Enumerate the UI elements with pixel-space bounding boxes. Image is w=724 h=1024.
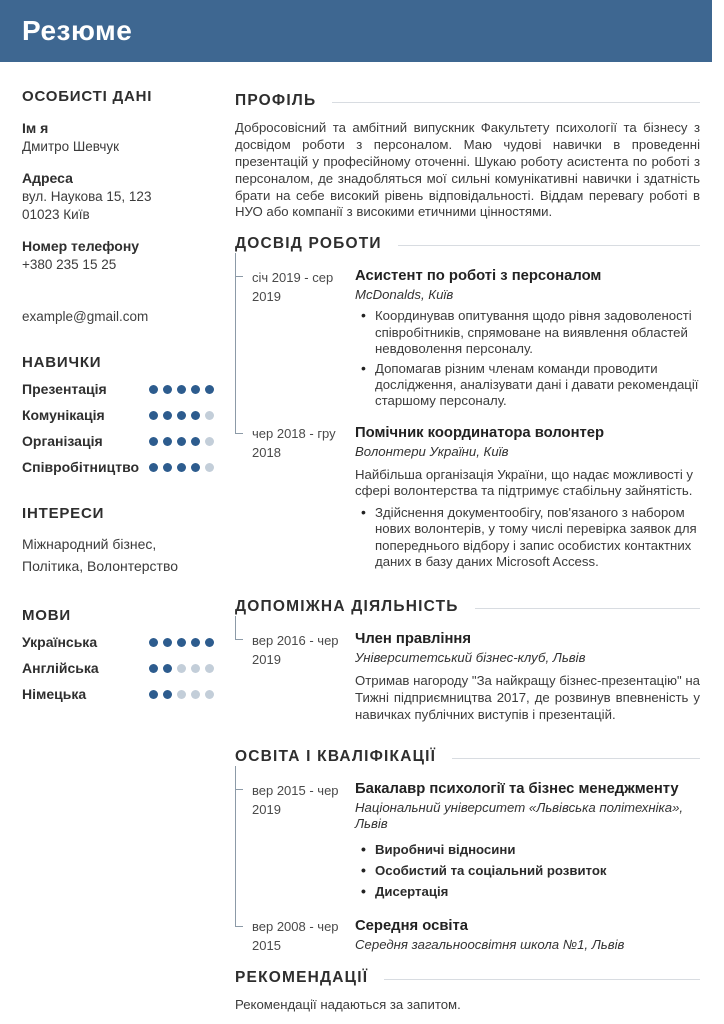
bullet-item: • Здійснення документообігу, пов'язаного з набором нових волонтерів, у тому числі перевірка заявок для попереднього відбору і запис особистих контактних даних в базу даних Microsoft Access. bbox=[355, 505, 700, 570]
field-value: +380 235 15 25 bbox=[22, 256, 117, 272]
rating-dot bbox=[149, 411, 158, 420]
section-divider-line bbox=[475, 608, 700, 609]
section-divider-line bbox=[398, 245, 700, 246]
languages-list bbox=[22, 634, 214, 702]
bullet-item: • Виробничі відносини bbox=[355, 842, 700, 858]
rating-dot bbox=[163, 463, 172, 472]
entry-title: Член правління bbox=[355, 631, 472, 648]
section-references bbox=[235, 969, 700, 1014]
section-experience bbox=[235, 235, 700, 584]
rating-dot bbox=[191, 385, 200, 394]
main-content bbox=[235, 62, 700, 1014]
personal-field bbox=[22, 238, 214, 273]
rating-dot bbox=[163, 638, 172, 647]
entry-bullet-list bbox=[355, 308, 700, 409]
section-profile bbox=[235, 92, 700, 221]
rating-dots bbox=[144, 437, 214, 446]
field-label: Ім я bbox=[22, 120, 49, 136]
rating-dot bbox=[191, 690, 200, 699]
timeline-connector bbox=[235, 424, 252, 585]
rating-dot bbox=[177, 437, 186, 446]
rating-dot bbox=[177, 463, 186, 472]
rating-dot bbox=[149, 463, 158, 472]
entry-body bbox=[355, 267, 700, 423]
sidebar bbox=[22, 62, 214, 1014]
languages-heading: МОВИ bbox=[22, 607, 71, 625]
timeline-lead-line bbox=[235, 253, 236, 267]
entry-description: Найбільша організація України, що надає можливості у сфері волонтерства та підтримує стабільну зайнятість. bbox=[355, 466, 694, 499]
rating-label: Англійська bbox=[22, 660, 99, 677]
rating-dots bbox=[144, 463, 214, 472]
rating-dot bbox=[191, 463, 200, 472]
entry-body bbox=[355, 630, 700, 734]
rating-dots bbox=[144, 638, 214, 647]
section-divider-line bbox=[332, 102, 700, 103]
page-header bbox=[0, 0, 712, 62]
section-heading: РЕКОМЕНДАЦІЇ bbox=[235, 969, 369, 987]
section-text: Рекомендації надаються за запитом. bbox=[235, 997, 461, 1013]
email-text: example@gmail.com bbox=[22, 309, 149, 325]
rating-dot bbox=[149, 638, 158, 647]
entry-subtitle: Національний університет «Львівська політехніка», Львів bbox=[355, 800, 684, 832]
rating-dot bbox=[177, 664, 186, 673]
entry-subtitle: Середня загальноосвітня школа №1, Львів bbox=[355, 936, 625, 952]
entry-dates: січ 2019 - сер 2019 bbox=[252, 269, 334, 304]
timeline-entries bbox=[235, 616, 700, 734]
rating-row bbox=[22, 686, 214, 702]
section-header bbox=[235, 748, 700, 766]
section-header bbox=[235, 969, 700, 987]
section-heading: ДОПОМІЖНА ДІЯЛЬНІСТЬ bbox=[235, 598, 459, 616]
timeline-entry bbox=[235, 780, 700, 916]
rating-row bbox=[22, 634, 214, 650]
entry-title: Асистент по роботі з персоналом bbox=[355, 268, 602, 285]
entry-title: Бакалавр психології та бізнес менеджменту bbox=[355, 781, 679, 798]
entry-title: Середня освіта bbox=[355, 917, 469, 934]
rating-dot bbox=[177, 638, 186, 647]
section-header bbox=[235, 92, 700, 110]
timeline-entries bbox=[235, 766, 700, 955]
entry-bullet-list bbox=[355, 842, 700, 901]
rating-dot bbox=[205, 664, 214, 673]
personal-field bbox=[22, 170, 214, 223]
timeline-entry bbox=[235, 630, 700, 734]
rating-row bbox=[22, 433, 214, 449]
entry-dates: вер 2016 - чер 2019 bbox=[252, 632, 339, 667]
rating-dot bbox=[205, 638, 214, 647]
personal-field bbox=[22, 120, 214, 155]
entry-dates: вер 2008 - чер 2015 bbox=[252, 919, 339, 954]
rating-dot bbox=[149, 437, 158, 446]
personal-data-heading: ОСОБИСТІ ДАНІ bbox=[22, 88, 153, 105]
entry-description: Отримав нагороду "За найкращу бізнес-презентацію" на Тижні підприємництва 2017, де розвинув впевненість у навичках публічних виступів і презентацій. bbox=[355, 673, 700, 722]
bullet-item: • Координував опитування щодо рівня задоволеності співробітників, спрямоване на виявлення областей невдоволення персоналу. bbox=[355, 308, 700, 357]
rating-dot bbox=[177, 385, 186, 394]
section-divider-line bbox=[452, 758, 700, 759]
timeline-connector bbox=[235, 780, 252, 916]
interests-text: Міжнародний бізнес, Політика, Волонтерство bbox=[22, 536, 179, 574]
rating-dot bbox=[177, 411, 186, 420]
rating-row bbox=[22, 381, 214, 397]
entry-title: Помічник координатора волонтер bbox=[355, 424, 605, 441]
entry-dates: чер 2018 - гру 2018 bbox=[252, 426, 336, 461]
interests-heading: ІНТЕРЕСИ bbox=[22, 505, 105, 523]
entry-dates: вер 2015 - чер 2019 bbox=[252, 782, 339, 817]
field-value: Дмитро Шевчук bbox=[22, 139, 120, 154]
rating-label: Українська bbox=[22, 634, 98, 651]
section-education bbox=[235, 748, 700, 955]
entry-subtitle: McDonalds, Київ bbox=[355, 287, 454, 303]
section-text: Добросовісний та амбітний випускник Факультету психології та бізнесу з досвідом роботи з персоналом. Маю чудові навички в проведенні презентацій у професійному оточенні. Шукаю роботу асистента по роботі з персоналом, де знадобляться мої сильні комунікативні навички і здатність брати на себе високий рівень відповідальності. Віддам перевагу роботі в НУО або компанії з високими етичними цінностями. bbox=[235, 120, 700, 220]
timeline-connector bbox=[235, 630, 252, 734]
section-header bbox=[235, 598, 700, 616]
rating-label: Співробітництво bbox=[22, 459, 140, 476]
page-title: Резюме bbox=[22, 15, 133, 46]
rating-row bbox=[22, 459, 214, 475]
rating-label: Організація bbox=[22, 433, 103, 450]
rating-label: Комунікація bbox=[22, 407, 105, 424]
timeline-lead-line bbox=[235, 766, 236, 780]
timeline-connector bbox=[235, 917, 252, 956]
entry-body bbox=[355, 424, 700, 585]
rating-dots bbox=[144, 664, 214, 673]
field-label: Адреса bbox=[22, 170, 73, 187]
timeline-entry bbox=[235, 917, 700, 956]
rating-dot bbox=[205, 437, 214, 446]
section-activities bbox=[235, 598, 700, 734]
rating-dot bbox=[191, 638, 200, 647]
rating-dot bbox=[163, 411, 172, 420]
personal-fields bbox=[22, 120, 214, 273]
rating-dot bbox=[205, 690, 214, 699]
rating-row bbox=[22, 660, 214, 676]
rating-label: Презентація bbox=[22, 381, 107, 398]
rating-dot bbox=[177, 690, 186, 699]
bullet-item: • Дисертація bbox=[355, 884, 700, 900]
section-heading: ПРОФІЛЬ bbox=[235, 92, 317, 109]
rating-dot bbox=[205, 385, 214, 394]
bullet-item: • Особистий та соціальний розвиток bbox=[355, 863, 700, 879]
skills-heading: НАВИЧКИ bbox=[22, 354, 102, 372]
rating-dot bbox=[163, 664, 172, 673]
timeline-entry bbox=[235, 267, 700, 423]
section-heading: ДОСВІД РОБОТИ bbox=[235, 235, 382, 253]
entry-subtitle: Волонтери України, Київ bbox=[355, 443, 509, 459]
bullet-item: • Допомагав різним членам команди проводити дослідження, аналізувати дані і давати рекомендації старшому персоналу. bbox=[355, 361, 700, 410]
rating-dot bbox=[149, 664, 158, 673]
skills-list bbox=[22, 381, 214, 475]
rating-dot bbox=[163, 690, 172, 699]
timeline-connector bbox=[235, 267, 252, 423]
field-value: 01023 Київ bbox=[22, 206, 90, 222]
timeline-entries bbox=[235, 253, 700, 584]
rating-dots bbox=[144, 690, 214, 699]
timeline-lead-line bbox=[235, 616, 236, 630]
entry-body bbox=[355, 917, 700, 956]
field-value: вул. Наукова 15, 123 bbox=[22, 189, 152, 205]
entry-bullet-list bbox=[355, 505, 700, 570]
rating-dot bbox=[163, 437, 172, 446]
rating-dot bbox=[205, 411, 214, 420]
section-heading: ОСВІТА І КВАЛІФІКАЦІЇ bbox=[235, 748, 437, 766]
rating-dot bbox=[205, 463, 214, 472]
section-divider-line bbox=[384, 979, 700, 980]
rating-dot bbox=[149, 690, 158, 699]
rating-dots bbox=[144, 411, 214, 420]
rating-dot bbox=[149, 385, 158, 394]
rating-dot bbox=[191, 437, 200, 446]
entry-subtitle: Університетський бізнес-клуб, Львів bbox=[355, 650, 586, 666]
content-area bbox=[0, 62, 724, 1014]
rating-dot bbox=[191, 411, 200, 420]
rating-row bbox=[22, 407, 214, 423]
timeline-entry bbox=[235, 424, 700, 585]
rating-dot bbox=[191, 664, 200, 673]
section-header bbox=[235, 235, 700, 253]
rating-dot bbox=[163, 385, 172, 394]
rating-label: Німецька bbox=[22, 686, 87, 703]
entry-body bbox=[355, 780, 700, 916]
rating-dots bbox=[144, 385, 214, 394]
field-label: Номер телефону bbox=[22, 237, 140, 254]
